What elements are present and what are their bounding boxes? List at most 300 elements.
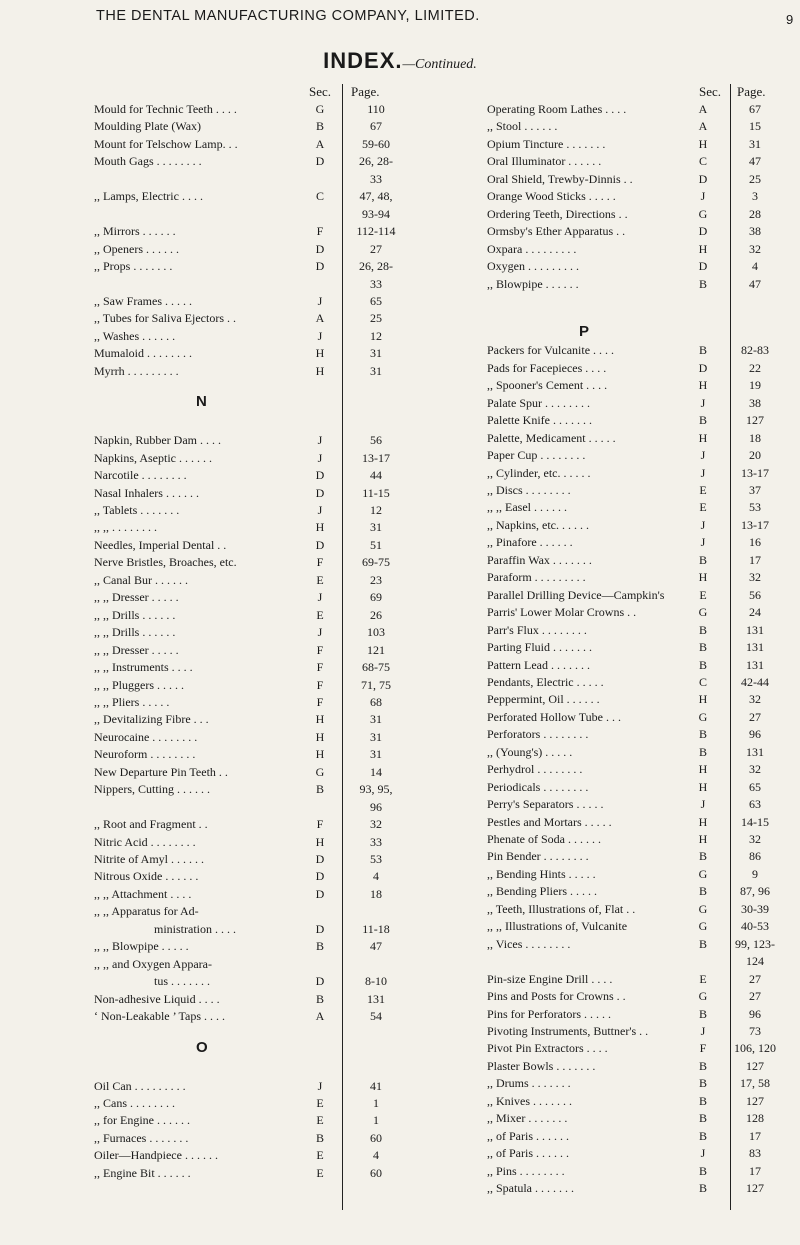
entry-section: J	[700, 448, 706, 463]
entry-page: 68-75	[362, 660, 390, 675]
index-entry	[94, 957, 424, 971]
entry-section: F	[316, 224, 324, 239]
entry-section: D	[315, 485, 325, 500]
entry-label: Pivot Pin Extractors . . . .	[487, 1041, 608, 1056]
entry-label: Phenate of Soda . . . . . .	[487, 832, 601, 846]
entry-label: Napkin, Rubber Dam . . . .	[94, 433, 221, 448]
index-entry	[487, 762, 799, 776]
entry-section: H	[698, 136, 708, 151]
entry-page: 127	[746, 1181, 764, 1195]
entry-label: ,, ,, Attachment . . . .	[94, 886, 192, 901]
index-entry	[94, 712, 424, 726]
entry-page: 51	[370, 537, 382, 552]
entry-label: Perforated Hollow Tube . . .	[487, 709, 621, 724]
entry-label: Mount for Telschow Lamp. . .	[94, 136, 238, 151]
index-entry	[94, 939, 424, 953]
entry-section: B	[698, 1076, 707, 1091]
entry-label: Pins and Posts for Crowns . .	[487, 989, 626, 1004]
entry-page: 14	[370, 764, 382, 779]
entry-section: B	[698, 640, 707, 655]
entry-page: 42-44	[741, 674, 769, 689]
index-entry	[487, 189, 799, 203]
entry-section: E	[316, 1148, 324, 1163]
index-entry	[94, 852, 424, 866]
index-entry	[487, 815, 799, 829]
entry-label: ,, Canal Bur . . . . . .	[94, 572, 188, 587]
index-entry	[94, 643, 424, 657]
entry-section: B	[698, 744, 707, 759]
index-entry	[487, 972, 799, 986]
entry-page: 106, 120	[734, 1041, 776, 1056]
entry-page: 3	[752, 189, 758, 204]
index-entry	[94, 189, 424, 203]
entry-label: Nitric Acid . . . . . . . .	[94, 834, 196, 849]
entry-label: ,, ,, Dresser . . . . .	[94, 590, 179, 605]
entry-section: G	[315, 102, 325, 116]
index-entry	[487, 500, 799, 514]
index-entry	[487, 102, 799, 116]
entry-label: Perforators . . . . . . . .	[487, 727, 589, 742]
entry-page: 121	[367, 642, 385, 657]
entry-label: Parallel Drilling Device—Campkin's	[487, 587, 665, 602]
index-entry	[94, 137, 424, 151]
entry-section: H	[698, 814, 708, 829]
entry-label: Pattern Lead . . . . . . .	[487, 657, 590, 672]
index-entry	[487, 413, 799, 427]
entry-section: B	[315, 991, 324, 1006]
entry-page: 11-18	[362, 921, 390, 936]
entry-page: 27	[749, 709, 761, 724]
entry-label: Pin-size Engine Drill . . . .	[487, 971, 613, 986]
entry-label: Neuroform . . . . . . . .	[94, 747, 196, 762]
entry-section: E	[316, 1095, 324, 1110]
entry-section: H	[315, 747, 325, 762]
index-entry	[94, 922, 424, 936]
entry-page: 65	[370, 293, 382, 308]
entry-page: 32	[370, 817, 382, 832]
entry-label: ,, ,, Drills . . . . . .	[94, 607, 176, 622]
entry-section: C	[698, 154, 707, 169]
entry-page: 31	[370, 712, 382, 727]
entry-label: Pads for Facepieces . . . .	[487, 360, 607, 375]
entry-page: 110	[367, 102, 385, 116]
entry-page: 96	[749, 727, 761, 742]
entry-page: 25	[370, 311, 382, 326]
entry-section: J	[317, 328, 323, 343]
entry-section: H	[315, 712, 325, 727]
entry-label: Packers for Vulcanite . . . .	[487, 343, 615, 358]
entry-page: 19	[749, 378, 761, 393]
entry-page: 24	[749, 605, 761, 620]
entry-section: B	[698, 936, 707, 951]
entry-section: H	[315, 729, 325, 744]
index-entry	[94, 172, 424, 186]
entry-page: 22	[749, 360, 761, 375]
index-entry	[94, 503, 424, 517]
index-entry	[94, 625, 424, 639]
index-entry	[94, 242, 424, 256]
index-entry	[94, 608, 424, 622]
entry-label: ,, ,, Instruments . . . .	[94, 660, 193, 675]
entry-label: ministration . . . .	[154, 921, 236, 936]
entry-page: 27	[749, 989, 761, 1004]
entry-label: ,, Mirrors . . . . . .	[94, 224, 176, 239]
entry-label: ,, ,, Apparatus for Ad-	[94, 904, 199, 919]
entry-section: B	[315, 939, 324, 954]
entry-section: J	[700, 1146, 706, 1161]
index-entry	[94, 678, 424, 692]
entry-label: Napkins, Aseptic . . . . . .	[94, 450, 212, 465]
index-entry	[94, 765, 424, 779]
index-entry	[94, 102, 424, 116]
entry-page: 30-39	[741, 901, 769, 916]
entry-section: G	[698, 989, 708, 1004]
entry-page: 17	[749, 552, 761, 567]
entry-label: Nitrite of Amyl . . . . . .	[94, 852, 204, 866]
index-entry	[487, 640, 799, 654]
entry-label: ,, Tablets . . . . . . .	[94, 503, 180, 517]
entry-section: E	[699, 971, 707, 986]
entry-section: H	[315, 520, 325, 535]
index-entry	[94, 835, 424, 849]
entry-page: 31	[370, 346, 382, 361]
entry-section: D	[315, 468, 325, 483]
left-sec-header: Sec.	[309, 84, 332, 99]
entry-section: D	[315, 886, 325, 901]
entry-label: Paper Cup . . . . . . . .	[487, 448, 586, 463]
entry-label: Operating Room Lathes . . . .	[487, 102, 627, 116]
entry-label: ‘ Non-Leakable ’ Taps . . . .	[94, 1009, 226, 1024]
index-entry	[487, 518, 799, 532]
entry-page: 71, 75	[361, 677, 391, 692]
entry-section: B	[698, 343, 707, 358]
entry-label: Nasal Inhalers . . . . . .	[94, 485, 199, 500]
entry-section: B	[698, 276, 707, 291]
entry-section: B	[698, 657, 707, 672]
entry-page: 37	[749, 483, 761, 497]
entry-page: 127	[746, 1058, 764, 1073]
index-entry	[94, 695, 424, 709]
entry-label: Pin Bender . . . . . . . .	[487, 849, 589, 864]
entry-section: J	[700, 189, 706, 204]
entry-section: D	[315, 154, 325, 169]
entry-section: E	[699, 587, 707, 602]
entry-label: ,, Vices . . . . . . . .	[487, 936, 571, 951]
entry-page: 99, 123-	[735, 936, 775, 951]
entry-label: Perry's Separators . . . . .	[487, 797, 604, 812]
index-entry	[94, 468, 424, 482]
entry-section: J	[700, 395, 706, 410]
entry-section: H	[698, 241, 708, 256]
entry-page: 82-83	[741, 343, 769, 358]
entry-label: ,, Blowpipe . . . . . .	[487, 276, 579, 291]
entry-section: F	[699, 1041, 707, 1056]
entry-label: ,, Devitalizing Fibre . . .	[94, 712, 209, 727]
entry-section: J	[700, 1023, 706, 1038]
entry-section: J	[317, 1078, 323, 1093]
entry-page: 131	[746, 640, 764, 655]
entry-page: 23	[370, 572, 382, 587]
index-entry	[94, 782, 424, 796]
entry-page: 38	[749, 224, 761, 239]
entry-label: Myrrh . . . . . . . . .	[94, 363, 179, 378]
entry-page: 15	[749, 119, 761, 134]
entry-page: 131	[746, 657, 764, 672]
index-entry	[94, 259, 424, 273]
index-entry	[94, 294, 424, 308]
index-entry	[487, 396, 799, 410]
entry-label: Palette, Medicament . . . . .	[487, 430, 616, 445]
entry-page: 68	[370, 694, 382, 709]
entry-label: ,, Saw Frames . . . . .	[94, 293, 192, 308]
entry-section: D	[315, 852, 325, 866]
entry-page: 18	[749, 430, 761, 445]
index-entry	[487, 242, 799, 256]
entry-label: ,, of Paris . . . . . .	[487, 1146, 569, 1161]
entry-label: ,, of Paris . . . . . .	[487, 1128, 569, 1143]
page-number: 9	[786, 12, 794, 27]
entry-label: Periodicals . . . . . . . .	[487, 779, 589, 794]
entry-page: 128	[746, 1111, 764, 1126]
entry-section: G	[698, 206, 708, 221]
entry-label: ,, Napkins, etc. . . . . .	[487, 517, 589, 532]
entry-label: ,, ,, Illustrations of, Vulcanite	[487, 919, 628, 934]
entry-label: ,, ,, Drills . . . . . .	[94, 625, 176, 640]
entry-section: G	[698, 901, 708, 916]
entry-section: B	[698, 1058, 707, 1073]
entry-label: Pestles and Mortars . . . . .	[487, 814, 612, 829]
index-entry	[487, 937, 799, 951]
entry-label: ,, Stool . . . . . .	[487, 119, 558, 134]
entry-section: B	[698, 413, 707, 428]
entry-section: B	[315, 782, 324, 797]
entry-section: H	[698, 378, 708, 393]
entry-label: ,, Cylinder, etc. . . . . .	[487, 465, 591, 480]
entry-page: 131	[367, 991, 385, 1006]
index-entry	[94, 364, 424, 378]
index-title-sub: —Continued.	[402, 57, 477, 72]
entry-page: 31	[370, 520, 382, 535]
entry-page: 96	[749, 1006, 761, 1021]
index-entry	[94, 1079, 424, 1093]
entry-label: ,, ,, Pliers . . . . .	[94, 694, 170, 709]
entry-label: ,, Bending Hints . . . . .	[487, 866, 596, 881]
entry-section: G	[698, 605, 708, 620]
entry-page: 93-94	[362, 206, 390, 221]
index-entry	[487, 431, 799, 445]
index-entry	[487, 1181, 799, 1195]
entry-page: 86	[749, 849, 761, 864]
index-entry	[94, 1096, 424, 1110]
entry-page: 93, 95,	[359, 782, 393, 797]
entry-section: J	[317, 503, 323, 517]
index-entry	[487, 745, 799, 759]
entry-section: B	[698, 849, 707, 864]
index-entry	[487, 1129, 799, 1143]
entry-page: 32	[749, 762, 761, 777]
entry-page: 4	[752, 259, 758, 274]
index-entry	[94, 277, 424, 291]
entry-label: ,, ,, Pluggers . . . . .	[94, 677, 184, 692]
index-entry	[487, 605, 799, 619]
index-entry	[94, 904, 424, 918]
entry-section: D	[315, 974, 325, 989]
entry-section: J	[700, 535, 706, 550]
index-entry	[487, 588, 799, 602]
index-entry	[487, 1146, 799, 1160]
entry-page: 9	[752, 866, 758, 881]
entry-page: 69-75	[362, 555, 390, 570]
entry-page: 40-53	[741, 919, 769, 934]
entry-label: Oxygen . . . . . . . . .	[487, 259, 579, 274]
section-letter-heading: O	[196, 1038, 208, 1056]
index-entry	[487, 119, 799, 133]
index-entry	[487, 154, 799, 168]
entry-label: Mumaloid . . . . . . . .	[94, 346, 192, 361]
entry-label: Plaster Bowls . . . . . . .	[487, 1058, 596, 1073]
entry-label: Parting Fluid . . . . . . .	[487, 640, 593, 655]
entry-label: ,, ,, . . . . . . . .	[94, 520, 157, 535]
entry-page: 127	[746, 1093, 764, 1108]
entry-section: A	[315, 1009, 325, 1024]
entry-section: D	[698, 171, 708, 186]
entry-label: Paraform . . . . . . . . .	[487, 570, 586, 585]
entry-label: Oral Illuminator . . . . . .	[487, 154, 602, 169]
entry-label: Opium Tincture . . . . . . .	[487, 136, 606, 151]
entry-page: 56	[370, 433, 382, 448]
entry-page: 26	[370, 607, 382, 622]
index-entry	[94, 887, 424, 901]
index-entry	[487, 294, 799, 308]
index-entry	[94, 800, 424, 814]
entry-page: 38	[749, 395, 761, 410]
index-entry	[487, 1111, 799, 1125]
index-entry	[487, 137, 799, 151]
index-entry	[487, 483, 799, 497]
entry-section: C	[698, 674, 707, 689]
entry-label: Moulding Plate (Wax)	[94, 119, 202, 134]
entry-page: 17	[749, 1128, 761, 1143]
entry-page: 11-15	[362, 485, 390, 500]
entry-section: E	[316, 572, 324, 587]
index-entry	[94, 119, 424, 133]
entry-section: G	[698, 919, 708, 934]
index-entry	[487, 727, 799, 741]
entry-label: ,, Root and Fragment . .	[94, 817, 208, 832]
entry-page: 33	[370, 171, 382, 186]
index-entry	[487, 780, 799, 794]
index-entry	[487, 797, 799, 811]
entry-label: ,, ,, Blowpipe . . . . .	[94, 939, 189, 954]
entry-label: Neurocaine . . . . . . . .	[94, 729, 198, 744]
entry-page: 47	[749, 154, 761, 169]
entry-page: 33	[370, 834, 382, 849]
entry-section: H	[315, 363, 325, 378]
entry-page: 27	[370, 241, 382, 256]
index-entry	[94, 329, 424, 343]
index-entry	[487, 570, 799, 584]
entry-section: H	[315, 834, 325, 849]
entry-label: ,, Mixer . . . . . . .	[487, 1111, 568, 1126]
index-entry	[94, 974, 424, 988]
entry-section: D	[698, 259, 708, 274]
index-entry	[94, 1166, 424, 1180]
index-entry	[94, 660, 424, 674]
entry-page: 1	[373, 1113, 379, 1128]
index-entry	[487, 849, 799, 863]
entry-label: Oiler—Handpiece . . . . . .	[94, 1148, 218, 1163]
entry-label: ,, Teeth, Illustrations of, Flat . .	[487, 901, 636, 916]
entry-page: 33	[370, 276, 382, 291]
entry-label: ,, Lamps, Electric . . . .	[94, 189, 203, 204]
index-entry	[487, 902, 799, 916]
entry-page: 17	[749, 1163, 761, 1178]
entry-section: J	[317, 293, 323, 308]
index-entry	[487, 1094, 799, 1108]
entry-page: 65	[749, 779, 761, 794]
entry-page: 28	[749, 206, 761, 221]
entry-page: 83	[749, 1146, 761, 1161]
entry-page: 53	[749, 500, 761, 515]
entry-label: Peppermint, Oil . . . . . .	[487, 692, 600, 707]
entry-label: Parr's Flux . . . . . . . .	[487, 622, 587, 637]
entry-page: 67	[370, 119, 382, 134]
entry-page: 12	[370, 503, 382, 517]
entry-label: Pins for Perforators . . . . .	[487, 1006, 611, 1021]
index-entry	[94, 869, 424, 883]
entry-page: 27	[749, 971, 761, 986]
entry-section: B	[698, 884, 707, 899]
entry-label: Parris' Lower Molar Crowns . .	[487, 605, 637, 620]
entry-section: H	[698, 430, 708, 445]
entry-section: E	[316, 1165, 324, 1180]
entry-label: ,, Openers . . . . . .	[94, 241, 179, 256]
entry-page: 32	[749, 832, 761, 846]
index-entry	[94, 451, 424, 465]
entry-label: tus . . . . . . .	[154, 974, 211, 989]
entry-section: J	[317, 450, 323, 465]
index-entry	[94, 573, 424, 587]
entry-section: D	[315, 921, 325, 936]
entry-label: ,, Drums . . . . . . .	[487, 1076, 571, 1091]
index-entry	[487, 675, 799, 689]
entry-page: 31	[749, 136, 761, 151]
index-entry	[94, 817, 424, 831]
entry-label: Mould for Technic Teeth . . . .	[94, 102, 237, 116]
index-entry	[487, 466, 799, 480]
entry-page: 31	[370, 729, 382, 744]
entry-page: 4	[373, 1148, 379, 1163]
entry-page: 13-17	[362, 450, 390, 465]
entry-label: Oral Shield, Trewby-Dinnis . .	[487, 171, 633, 186]
entry-section: D	[698, 224, 708, 239]
entry-label: Perhydrol . . . . . . . .	[487, 762, 583, 777]
entry-section: B	[698, 1163, 707, 1178]
entry-label: Oil Can . . . . . . . . .	[94, 1078, 186, 1093]
entry-section: B	[698, 1093, 707, 1108]
index-entry	[94, 538, 424, 552]
entry-section: F	[316, 642, 324, 657]
entry-section: B	[315, 119, 324, 134]
entry-section: F	[316, 677, 324, 692]
index-entry	[94, 433, 424, 447]
entry-page: 26, 28-	[359, 259, 393, 274]
entry-label: Needles, Imperial Dental . .	[94, 537, 227, 552]
entry-label: ,, ,, and Oxygen Appara-	[94, 956, 212, 971]
entry-section: B	[315, 1130, 324, 1145]
entry-label: Nippers, Cutting . . . . . .	[94, 782, 210, 797]
entry-page: 8-10	[365, 974, 387, 989]
